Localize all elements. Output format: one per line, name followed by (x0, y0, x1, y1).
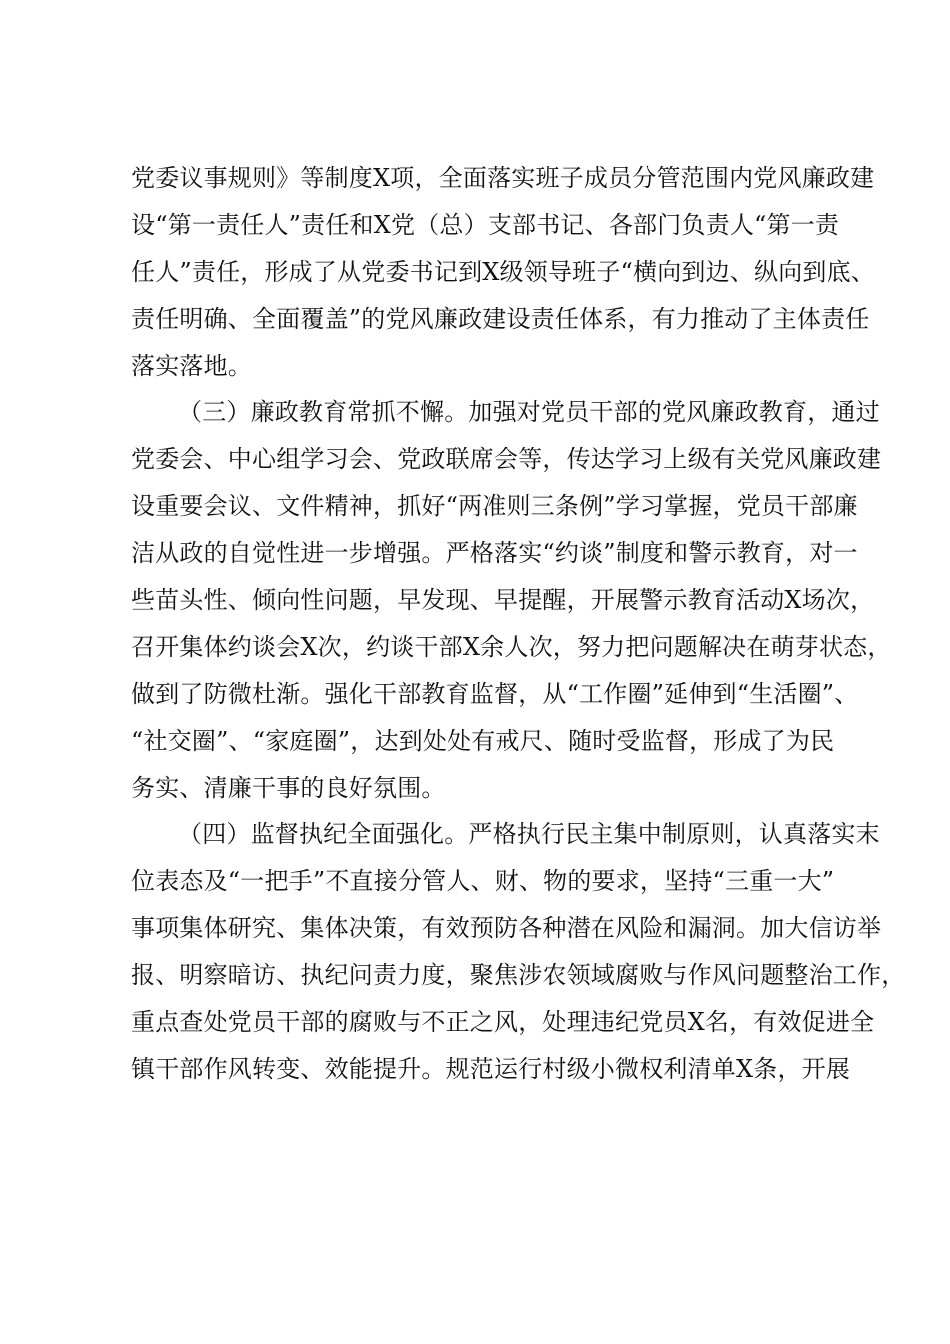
text-line: 事项集体研究、集体决策，有效预防各种潜在风险和漏洞。加大信访举 (131, 914, 882, 942)
text-line: 些苗头性、倾向性问题，早发现、早提醒，开展警示教育活动X场次， (131, 586, 875, 614)
text-line: “社交圈”、“家庭圈”，达到处处有戒尺、随时受监督，形成了为民 (131, 727, 835, 755)
text-line: 洁从政的自觉性进一步增强。严格落实“约谈”制度和警示教育，对一 (131, 539, 858, 567)
text-line: 做到了防微杜渐。强化干部教育监督，从“工作圈”延伸到“生活圈”、 (131, 680, 859, 708)
text-line: 报、明察暗访、执纪问责力度，聚焦涉农领域腐败与作风问题整治工作， (131, 961, 906, 989)
text-line: 镇干部作风转变、效能提升。规范运行村级小微权利清单X条，开展 (131, 1055, 851, 1083)
text-line: 设“第一责任人”责任和X党（总）支部书记、各部门负责人“第一责 (131, 211, 840, 239)
text-line: 设重要会议、文件精神，抓好“两准则三条例”学习掌握，党员干部廉 (131, 492, 858, 520)
text-line: 任人”责任，形成了从党委书记到X级领导班子“横向到边、纵向到底、 (131, 258, 876, 286)
text-line: 位表态及“一把手”不直接分管人、财、物的要求，坚持“三重一大” (131, 867, 835, 895)
text-line: 务实、清廉干事的良好氛围。 (131, 774, 446, 802)
text-line: 落实落地。 (131, 352, 252, 380)
text-line: 党委会、中心组学习会、党政联席会等，传达学习上级有关党风廉政建 (131, 445, 882, 473)
paragraph-heading-line: （三）廉政教育常抓不懈。加强对党员干部的党风廉政教育，通过 (178, 398, 880, 426)
paragraph-heading-line: （四）监督执纪全面强化。严格执行民主集中制原则，认真落实末 (178, 820, 880, 848)
text-line: 责任明确、全面覆盖”的党风廉政建设责任体系，有力推动了主体责任 (131, 305, 870, 333)
text-line: 重点查处党员干部的腐败与不正之风，处理违纪党员X名，有效促进全 (131, 1008, 875, 1036)
text-line: 党委议事规则》等制度X项，全面落实班子成员分管范围内党风廉政建 (131, 164, 875, 192)
text-line: 召开集体约谈会X次，约谈干部X余人次，努力把问题解决在萌芽状态， (131, 633, 892, 661)
